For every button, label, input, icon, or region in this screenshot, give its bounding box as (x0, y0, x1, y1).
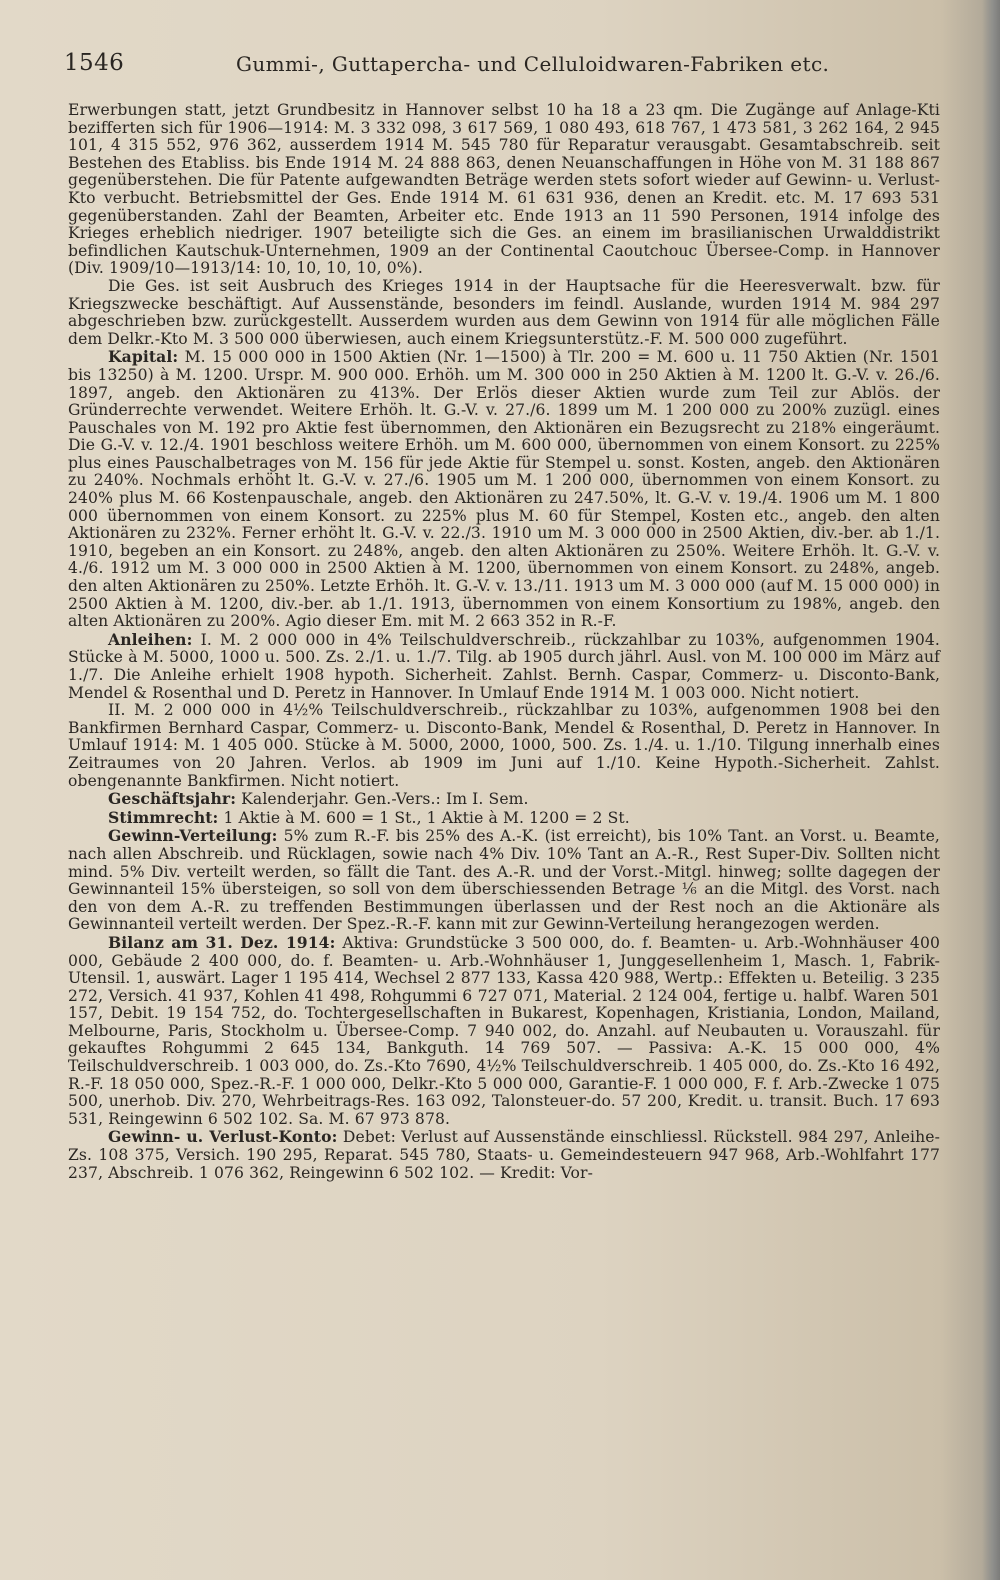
page-header (64, 50, 944, 80)
section-heading-profit-loss: Gewinn- u. Verlust-Konto: (108, 1127, 338, 1147)
section-heading-fiscal-year: Geschäftsjahr: (108, 789, 237, 809)
section-heading-bonds: Anleihen: (108, 629, 193, 649)
section-heading-profit-distribution: Gewinn-Verteilung: (108, 826, 278, 846)
paragraph-text: Erwerbungen statt, jetzt Grundbesitz in Hannover selbst 10 ha 18 a 23 qm. Die Zugänge auf Anlage-Kti bezifferten sich für 1906—1914: M. 3 332 098, 3 617 569, 1 080 493, 618 767, 1 473 581, 3 262 164, 2 945 101, 4 315 552, 976 362, ausserdem 1914 M. 545 780 für Reparatur verausgabt. Gesamtabschreib. seit Bestehen des Etabliss. bis Ende 1914 M. 24 888 863, denen Neuanschaffungen in Höhe von M. 31 188 867 gegenüberstehen. Die für Patente aufgewandten Beträge werden stets sofort wieder auf Gewinn- u. Verlust-Kto verbucht. Betriebsmittel der Ges. Ende 1914 M. 61 631 936, denen an Kredit. etc. M. 17 693 531 gegenüberstanden. Zahl der Beamten, Arbeiter etc. Ende 1913 an 11 590 Personen, 1914 infolge des Krieges erheblich niedriger. 1907 beteiligte sich die Ges. an einem im brasilianischen Urwalddistrikt befindlichen Kautschuk-Unternehmen, 1909 an der Continental Caoutchouc Übersee-Comp. in Hannover (Div. 1909/10—1913/14: 10, 10, 10, 10, 0%). (68, 101, 940, 278)
paragraph-text: I. M. 2 000 000 in 4% Teilschuldverschreib., rückzahlbar zu 103%, aufgenommen 1904. Stücke à M. 5000, 1000 u. 500. Zs. 2./1. u. 1./7. Tilg. ab 1905 durch jährl. Ausl. von M. 100 000 im März auf 1./7. Die Anleihe erhielt 1908 hypoth. Sicherheit. Zahlst. Bernh. Caspar, Commerz- u. Disconto-Bank, Mendel & Rosenthal und D. Peretz in Hannover. In Umlauf Ende 1914 M. 1 003 000. Nicht notiert. (68, 630, 940, 702)
paragraph-text: II. M. 2 000 000 in 4½% Teilschuldverschreib., rückzahlbar zu 103%, aufgenommen 1908 bei den Bankfirmen Bernhard Caspar, Commerz- u. Disconto-Bank, Mendel & Rosenthal, D. Peretz in Hannover. In Umlauf 1914: M. 1 405 000. Stücke à M. 5000, 2000, 1000, 500. Zs. 1./4. u. 1./10. Tilgung innerhalb eines Zeitraumes von 20 Jahren. Verlos. ab 1909 im Juni auf 1./10. Keine Hypoth.-Sicherheit. Zahlst. obengenannte Bankfirmen. Nicht notiert. (68, 701, 940, 790)
running-title: Gummi-, Guttapercha- und Celluloidwaren-Fabriken etc. (236, 52, 830, 76)
section-heading-capital: Kapital: (108, 347, 179, 367)
paragraph-text: Die Ges. ist seit Ausbruch des Krieges 1914 in der Hauptsache für die Heeresverwalt. bzw. für Kriegszwecke beschäftigt. Auf Aussenstände, besonders im feindl. Auslande, wurden 1914 M. 984 297 abgeschrieben bzw. zurückgestellt. Ausserdem wurden aus dem Gewinn von 1914 für alle möglichen Fälle dem Delkr.-Kto M. 3 500 000 überwiesen, auch einem Kriegsunterstütz.-F. M. 500 000 zugeführt. (68, 276, 940, 348)
paragraph-profit-distribution (68, 827, 940, 934)
paragraph-voting-rights (68, 809, 940, 828)
page-number: 1546 (64, 50, 125, 76)
paragraph-text: M. 15 000 000 in 1500 Aktien (Nr. 1—1500) à Tlr. 200 = M. 600 u. 11 750 Aktien (Nr. 1501 bis 13250) à M. 1200. Urspr. M. 900 000. Erhöh. um M. 300 000 in 250 Aktien à M. 1200 lt. G.-V. v. 26./6. 1897, angeb. den Aktionären zu 413%. Der Erlös dieser Aktien wurde zum Teil zur Ablös. der Gründerrechte verwendet. Weitere Erhöh. lt. G.-V. v. 27./6. 1899 um M. 1 200 000 zu 200% zuzügl. eines Pauschales von M. 192 pro Aktie fest übernommen, den Aktionären ein Bezugsrecht zu 218% eingeräumt. Die G.-V. v. 12./4. 1901 beschloss weitere Erhöh. um M. 600 000, übernommen von einem Konsort. zu 225% plus eines Pauschalbetrages von M. 156 für jede Aktie für Stempel u. sonst. Kosten, angeb. den Aktionären zu 240%. Nochmals erhöht lt. G.-V. v. 27./6. 1905 um M. 1 200 000, übernommen von einem Konsort. zu 240% plus M. 66 Kostenpauschale, angeb. den Aktionären zu 247.50%, lt. G.-V. v. 19./4. 1906 um M. 1 800 000 übernommen von einem Konsort. zu 225% plus M. 60 für Stempel, Kosten etc., angeb. den alten Aktionären zu 232%. Ferner erhöht lt. G.-V. v. 22./3. 1910 um M. 3 000 000 in 2500 Aktien, div.-ber. ab 1./1. 1910, begeben an ein Konsort. zu 248%, angeb. den alten Aktionären zu 250%. Weitere Erhöh. lt. G.-V. v. 4./6. 1912 um M. 3 000 000 in 2500 Aktien à M. 1200, übernommen von einem Konsort. zu 248%, angeb. den alten Aktionären zu 250%. Letzte Erhöh. lt. G.-V. v. 13./11. 1913 um M. 3 000 000 (auf M. 15 000 000) in 2500 Aktien à M. 1200, div.-ber. ab 1./1. 1913, übernommen von einem Konsortium zu 198%, angeb. den alten Aktionären zu 200%. Agio dieser Em. mit M. 2 663 352 in R.-F. (68, 348, 940, 631)
paragraph-bonds-i (68, 631, 940, 702)
paragraph-text: Kalenderjahr. Gen.-Vers.: Im I. Sem. (241, 790, 529, 809)
paragraph-text: Aktiva: Grundstücke 3 500 000, do. f. Beamten- u. Arb.-Wohnhäuser 400 000, Gebäude 2 400 000, do. f. Beamten- u. Arb.-Wohnhäuser 1, Junggesellenheim 1, Masch. 1, Fabrik-Utensil. 1, auswärt. Lager 1 195 414, Wechsel 2 877 133, Kassa 420 988, Wertp.: Effekten u. Beteilig. 3 235 272, Versich. 41 937, Kohlen 41 498, Rohgummi 6 727 071, Material. 2 124 004, fertige u. halbf. Waren 501 157, Debit. 19 154 752, do. Tochtergesellschaften in Bukarest, Kopenhagen, Kristiania, London, Mailand, Melbourne, Paris, Stockholm u. Übersee-Comp. 7 940 002, do. Anzahl. auf Neubauten u. Vorauszahl. für gekauftes Rohgummi 2 645 134, Bankguth. 14 769 507. — Passiva: A.-K. 15 000 000, 4% Teilschuldverschreib. 1 003 000, do. Zs.-Kto 7690, 4½% Teilschuldverschreib. 1 405 000, do. Zs.-Kto 16 492, R.-F. 18 050 000, Spez.-R.-F. 1 000 000, Delkr.-Kto 5 000 000, Garantie-F. 1 000 000, F. f. Arb.-Zwecke 1 075 500, unerhob. Div. 270, Wehrbeitrags-Res. 163 092, Talonsteuer-do. 57 200, Kredit. u. transit. Buch. 17 693 531, Reingewinn 6 502 102. Sa. M. 67 973 878. (68, 933, 940, 1128)
paragraph-text: 5% zum R.-F. bis 25% des A.-K. (ist erreicht), bis 10% Tant. an Vorst. u. Beamte, nach allen Abschreib. und Rücklagen, sowie nach 4% Div. 10% Tant an A.-R., Rest Super-Div. Sollten nicht mind. 5% Div. verteilt werden, so fällt die Tant. des A.-R. und der Vorst.-Mitgl. hinweg; sollte dagegen der Gewinnanteil 15% übersteigen, so soll von dem überschiessenden Betrage ⅙ an die Mitgl. des Vorst. nach den von dem A.-R. zu treffenden Bestimmungen überlassen und der Rest noch an die Aktionäre als Gewinnanteil verteilt werden. Der Spez.-R.-F. kann mit zur Gewinn-Verteilung herangezogen werden. (68, 827, 940, 934)
document-body (68, 102, 940, 1182)
paragraph-bonds-ii (68, 702, 940, 790)
paragraph-acquisitions (68, 102, 940, 278)
paragraph-text: Debet: Verlust auf Aussenstände einschliessl. Rückstell. 984 297, Anleihe-Zs. 108 375, Versich. 190 295, Reparat. 545 780, Staats- u. Gemeindesteuern 947 968, Arb.-Wohlfahrt 177 237, Abschreib. 1 076 362, Reingewinn 6 502 102. — Kredit: Vor- (68, 1128, 940, 1182)
section-heading-balance-sheet: Bilanz am 31. Dez. 1914: (108, 932, 336, 952)
paragraph-text: 1 Aktie à M. 600 = 1 St., 1 Aktie à M. 1200 = 2 St. (223, 808, 630, 827)
page-edge-shadow (982, 0, 1000, 1580)
paragraph-fiscal-year (68, 790, 940, 809)
section-heading-voting-rights: Stimmrecht: (108, 807, 219, 827)
paragraph-profit-loss (68, 1128, 940, 1182)
paragraph-capital (68, 348, 940, 631)
paragraph-war-business (68, 278, 940, 348)
paragraph-balance-sheet (68, 934, 940, 1129)
